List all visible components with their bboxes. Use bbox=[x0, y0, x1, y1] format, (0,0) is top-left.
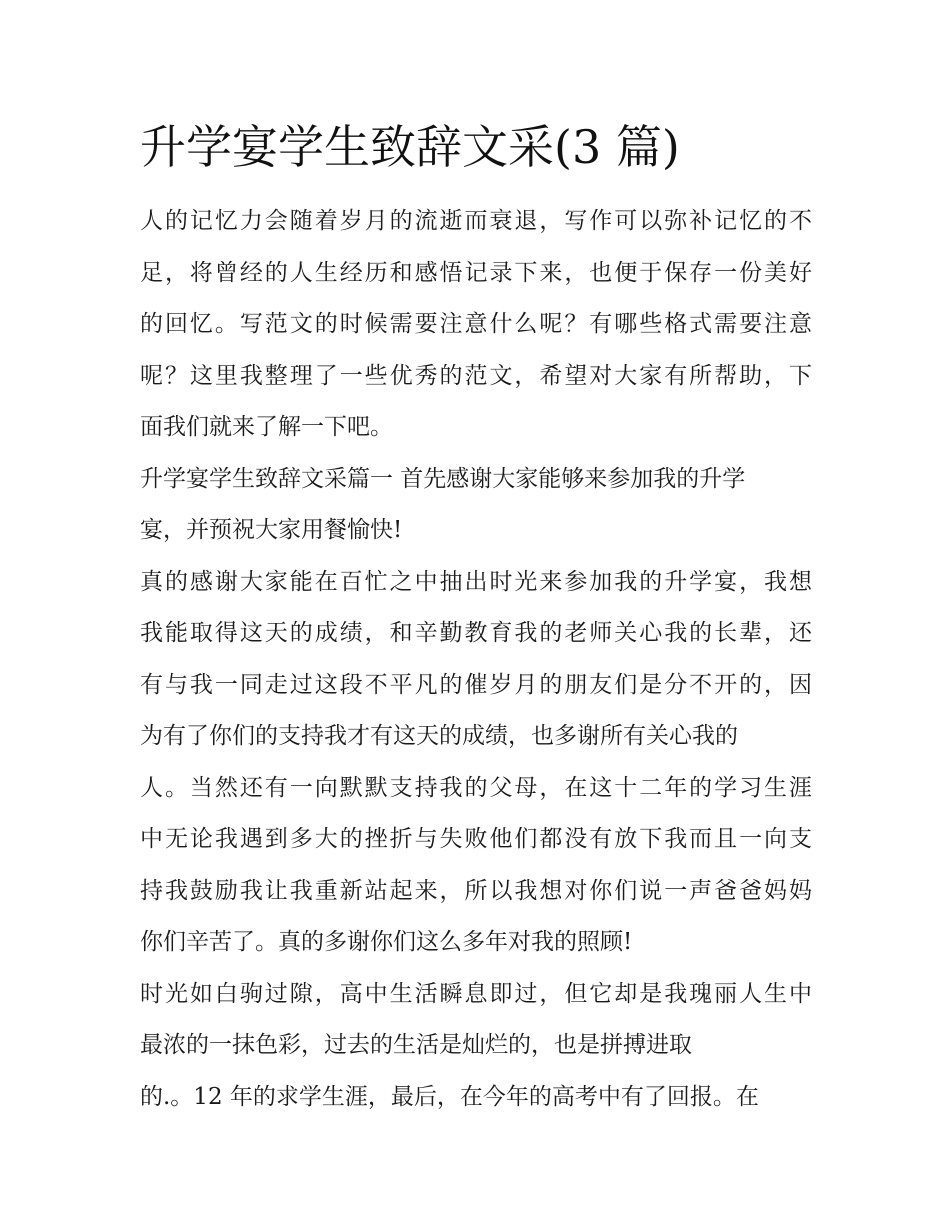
paragraph-line: 为有了你们的支持我才有这天的成绩，也多谢所有关心我的 bbox=[140, 723, 738, 749]
paragraph-line: 宴，并预祝大家用餐愉快! bbox=[140, 517, 403, 543]
paragraph-line: 人。当然还有一向默默支持我的父母，在这十二年的学习生涯 bbox=[140, 774, 812, 801]
paragraph-line: 面我们就来了解一下吧。 bbox=[140, 414, 393, 440]
paragraph-line: 的.。12 年的求学生涯，最后，在今年的高考中有了回报。在 bbox=[140, 1083, 759, 1110]
paragraph-line: 你们辛苦了。真的多谢你们这么多年对我的照顾! bbox=[140, 929, 633, 955]
paragraph-line: 有与我一同走过这段不平凡的催岁月的朋友们是分不开的，因 bbox=[140, 671, 812, 698]
paragraph-line: 升学宴学生致辞文采篇一 首先感谢大家能够来参加我的升学 bbox=[140, 465, 746, 492]
paragraph-line: 呢？这里我整理了一些优秀的范文，希望对大家有所帮助，下 bbox=[140, 362, 812, 389]
paragraph-line: 真的感谢大家能在百忙之中抽出时光来参加我的升学宴，我想 bbox=[140, 568, 812, 595]
paragraph-line: 我能取得这天的成绩，和辛勤教育我的老师关心我的长辈，还 bbox=[140, 620, 812, 646]
paragraph-line: 的回忆。写范文的时候需要注意什么呢？有哪些格式需要注意 bbox=[140, 311, 812, 337]
paragraph-line: 时光如白驹过隙，高中生活瞬息即过，但它却是我瑰丽人生中 bbox=[140, 980, 812, 1007]
paragraph-line: 人的记忆力会随着岁月的流逝而衰退，写作可以弥补记忆的不 bbox=[140, 208, 812, 234]
paragraph-line: 足，将曾经的人生经历和感悟记录下来，也便于保存一份美好 bbox=[140, 259, 812, 286]
paragraph-line: 最浓的一抹色彩，过去的生活是灿烂的，也是拼搏进取 bbox=[140, 1032, 692, 1058]
document-title: 升学宴学生致辞文采(3 篇) bbox=[140, 120, 680, 174]
paragraph-line: 持我鼓励我让我重新站起来，所以我想对你们说一声爸爸妈妈 bbox=[140, 877, 812, 904]
paragraph-line: 中无论我遇到多大的挫折与失败他们都没有放下我而且一向支 bbox=[140, 826, 812, 852]
document-body bbox=[140, 196, 812, 1123]
